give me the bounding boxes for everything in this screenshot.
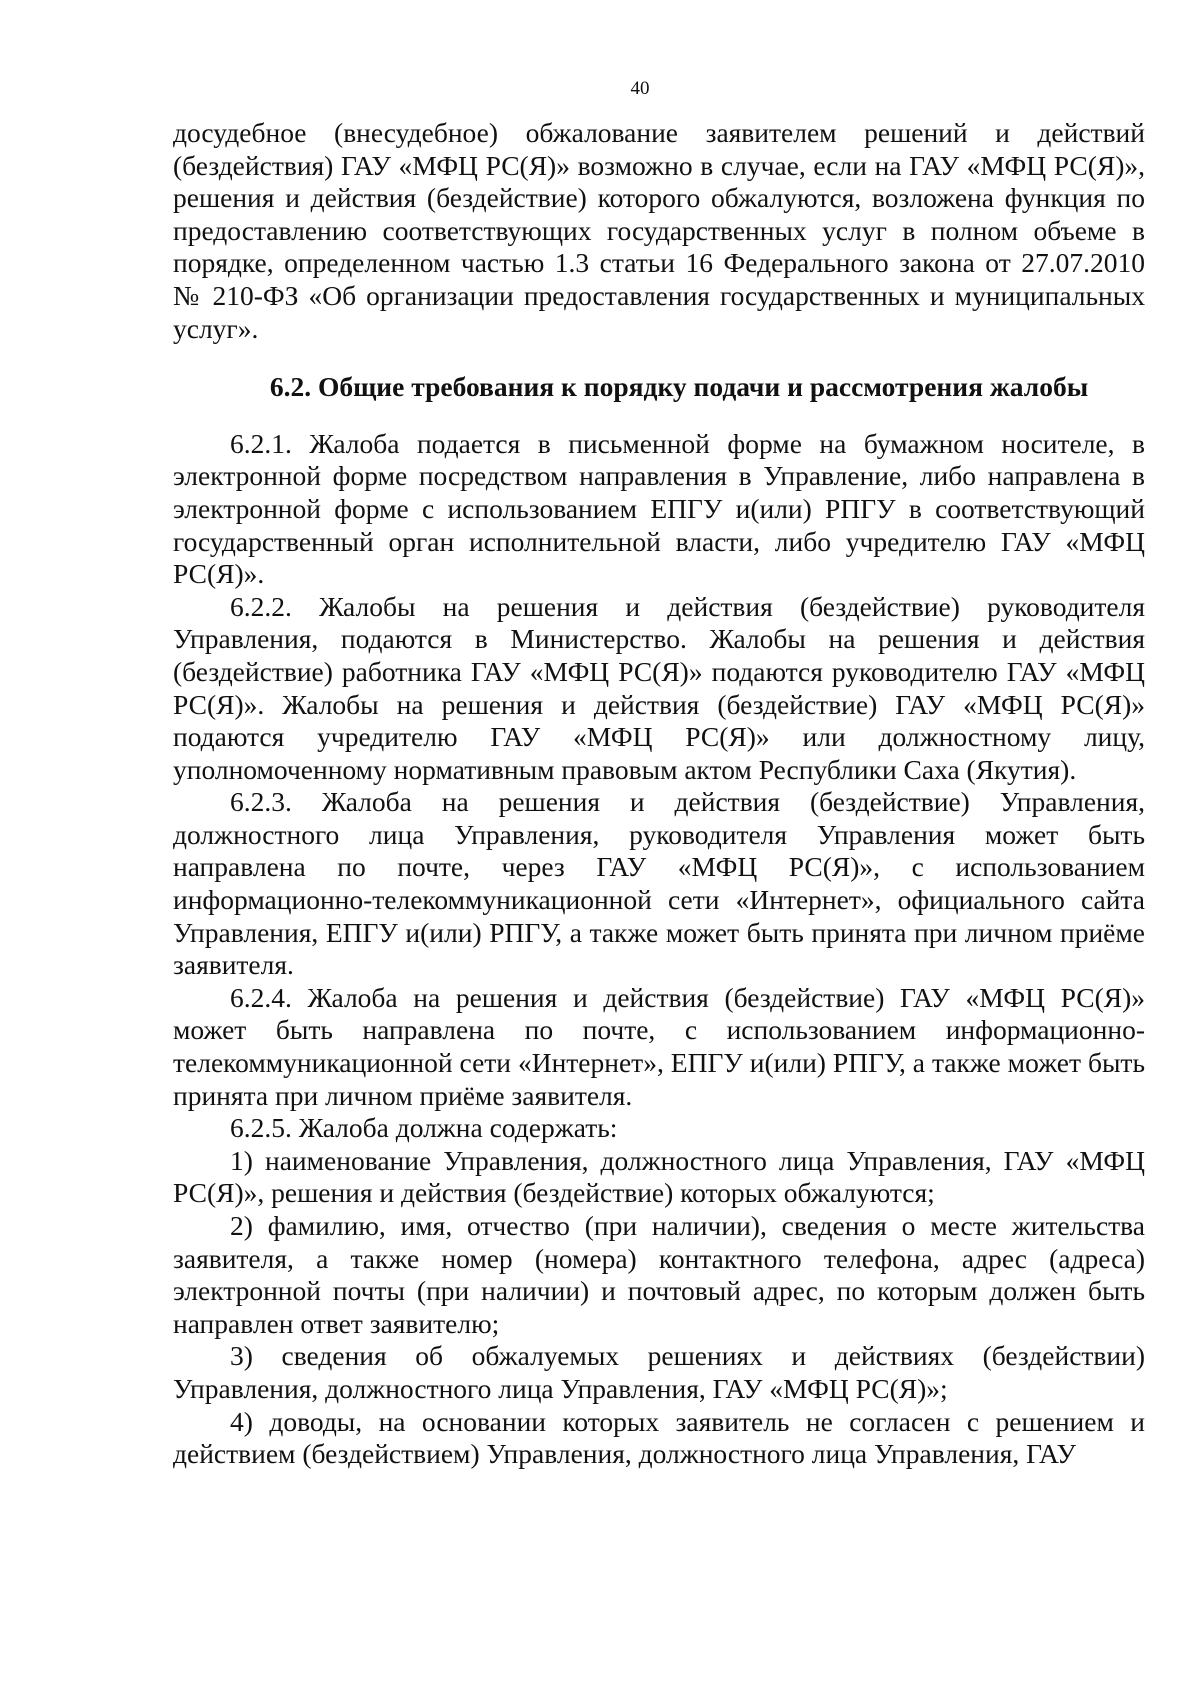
list-item-4: 4) доводы, на основании которых заявитель не согласен с решением и действием (бездействием) Управления, должностного лица Управления, ГАУ	[173, 1405, 1145, 1470]
page-number: 40	[630, 78, 650, 99]
document-body	[173, 117, 1145, 1471]
list-item-2: 2) фамилию, имя, отчество (при наличии), сведения о месте жительства заявителя, а также номер (номера) контактного телефона, адрес (адреса) электронной почты (при наличии) и почтовый адрес, по которым должен быть направлен ответ заявителю;	[173, 1210, 1145, 1339]
paragraph-6-2-2: 6.2.2. Жалобы на решения и действия (бездействие) руководителя Управления, подаются в Министерство. Жалобы на решения и действия (бездействие) работника ГАУ «МФЦ РС(Я)» подаются руководителю ГАУ «МФЦ РС(Я)». Жалобы на решения и действия (бездействие) ГАУ «МФЦ РС(Я)» подаются учредителю ГАУ «МФЦ РС(Я)» или должностному лицу, уполномоченному нормативным правовым актом Республики Саха (Якутия).	[173, 590, 1145, 785]
list-item-3: 3) сведения об обжалуемых решениях и действиях (бездействии) Управления, должностного лица Управления, ГАУ «МФЦ РС(Я)»;	[173, 1340, 1145, 1404]
list-item-1: 1) наименование Управления, должностного лица Управления, ГАУ «МФЦ РС(Я)», решения и действия (бездействие) которых обжалуются;	[173, 1144, 1145, 1209]
paragraph-6-2-5: 6.2.5. Жалоба должна содержать:	[230, 1112, 618, 1144]
section-heading: 6.2. Общие требования к порядку подачи и рассмотрения жалобы	[269, 371, 1089, 403]
paragraph-continuation: досудебное (внесудебное) обжалование заявителем решений и действий (бездействия) ГАУ «МФЦ РС(Я)» возможно в случае, если на ГАУ «МФЦ РС(Я)», решения и действия (бездействие) которого обжалуются, возложена функция по предоставлению соответствующих государственных услуг в полном объеме в порядке, определенном частью 1.3 статьи 16 Федерального закона от 27.07.2010 № 210-ФЗ «Об организации предоставления государственных и муниципальных услуг».	[173, 117, 1145, 344]
paragraph-6-2-4: 6.2.4. Жалоба на решения и действия (бездействие) ГАУ «МФЦ РС(Я)» может быть направлена по почте, с использованием информационно-телекоммуникационной сети «Интернет», ЕПГУ и(или) РПГУ, а также может быть принята при личном приёме заявителя.	[173, 981, 1145, 1111]
paragraph-6-2-3: 6.2.3. Жалоба на решения и действия (бездействие) Управления, должностного лица Управления, руководителя Управления может быть направлена по почте, через ГАУ «МФЦ РС(Я)», с использованием информационно-телекоммуникационной сети «Интернет», официального сайта Управления, ЕПГУ и(или) РПГУ, а также может быть принята при личном приёме заявителя.	[173, 786, 1145, 981]
paragraph-6-2-1: 6.2.1. Жалоба подается в письменной форме на бумажном носителе, в электронной форме посредством направления в Управление, либо направлена в электронной форме с использованием ЕПГУ и(или) РПГУ в соответствующий государственный орган исполнительной власти, либо учредителю ГАУ «МФЦ РС(Я)».	[173, 427, 1145, 590]
